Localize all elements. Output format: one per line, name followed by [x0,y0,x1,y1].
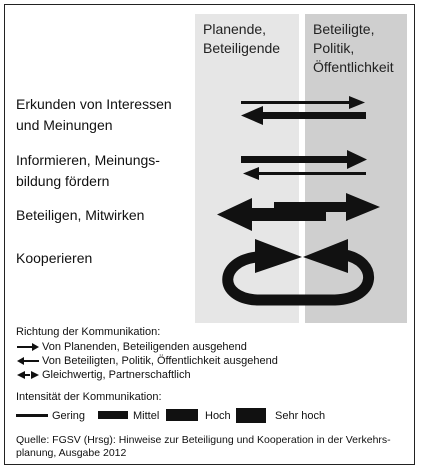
arrow-informieren-left [243,167,366,180]
legend-direction-item: Von Planenden, Beteiligenden ausgehend [42,341,247,353]
column-title-planende: Planende, Beteiligende [203,21,281,56]
intensity-label-gering: Gering [52,410,86,422]
intensity-label-hoch: Hoch [205,410,231,422]
legend-icon-right-arrow [17,343,39,351]
intensity-label-sehr-hoch: Sehr hoch [275,410,326,422]
legend-direction-item: Gleichwertig, Partnerschaftlich [42,369,191,381]
legend-icon-left-arrow [17,357,39,365]
arrow-kooperieren-cycle [228,239,369,300]
source-citation: Quelle: FGSV (Hrsg): Hinweise zur Beteiligung und Kooperation in der Verkehrs- planung, Ausgabe 2012 [16,434,391,459]
column-title-beteiligte: Beteiligte, Politik, Öffentlichkeit [313,21,394,75]
arrow-erkunden-right [241,96,365,109]
row-label-erkunden: Erkunden von Interessen und Meinungen [16,96,172,133]
row-label-kooperieren: Kooperieren [16,250,93,266]
legend-direction-item: Von Beteiligten, Politik, Öffentlichkeit ausgehend [42,355,278,367]
legend-icon-bidirectional-arrow [17,371,39,379]
arrow-informieren-right [241,150,367,169]
legend-intensity-row [16,409,406,423]
intensity-label-mittel: Mittel [133,410,160,422]
figure-frame [4,4,415,465]
row-label-informieren: Informieren, Meinungs- bildung fördern [16,152,160,189]
legend-intensity-heading: Intensität der Kommunikation: [16,391,162,403]
legend-direction-heading: Richtung der Kommunikation: [16,326,161,338]
row-label-beteiligen: Beteiligen, Mitwirken [16,207,145,223]
arrow-erkunden-left [241,106,366,125]
